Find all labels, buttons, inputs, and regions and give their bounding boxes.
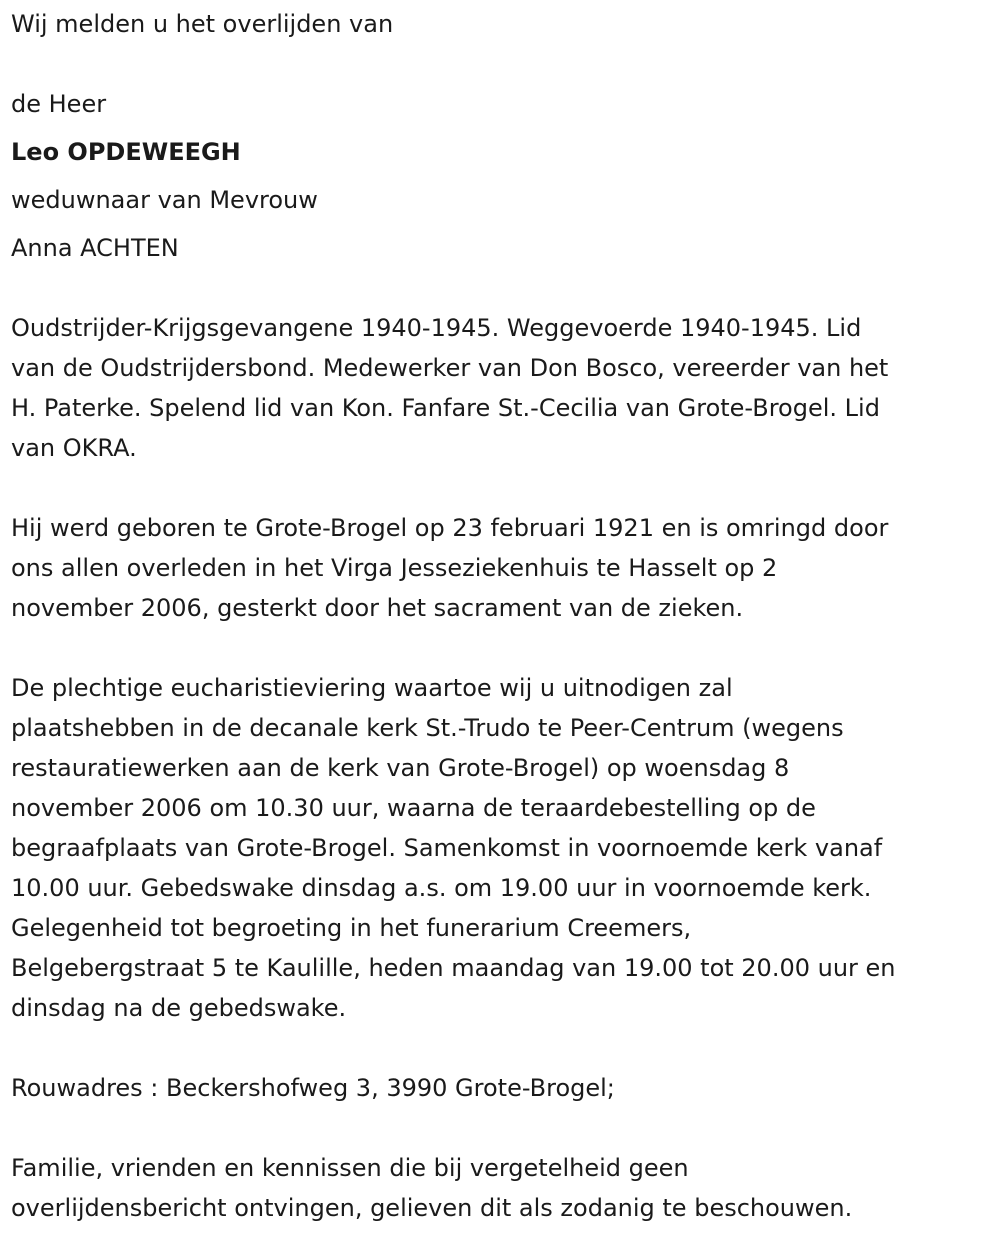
- birth-death-paragraph: [11, 508, 988, 628]
- closing-line: overlijdensbericht ontvingen, gelieven dit als zodanig te beschouwen.: [11, 1194, 853, 1222]
- birth-death-line: november 2006, gesterkt door het sacrament van de zieken.: [11, 594, 744, 622]
- deceased-name: Leo OPDEWEEGH: [11, 138, 241, 166]
- biography-line: Oudstrijder-Krijgsgevangene 1940-1945. Weggevoerde 1940-1945. Lid: [11, 314, 862, 342]
- service-line: plaatshebben in de decanale kerk St.-Trudo te Peer-Centrum (wegens: [11, 714, 844, 742]
- biography-line: H. Paterke. Spelend lid van Kon. Fanfare St.-Cecilia van Grote-Brogel. Lid: [11, 394, 880, 422]
- service-line: november 2006 om 10.30 uur, waarna de teraardebestelling op de: [11, 794, 816, 822]
- biography-line: van OKRA.: [11, 434, 137, 462]
- service-line: Gelegenheid tot begroeting in het funerarium Creemers,: [11, 914, 692, 942]
- closing-line: Familie, vrienden en kennissen die bij vergetelheid geen: [11, 1154, 689, 1182]
- spouse-name: Anna ACHTEN: [11, 234, 179, 262]
- birth-death-line: ons allen overleden in het Virga Jesseziekenhuis te Hasselt op 2: [11, 554, 778, 582]
- relation-text: weduwnaar van Mevrouw: [11, 186, 318, 214]
- birth-death-line: Hij werd geboren te Grote-Brogel op 23 februari 1921 en is omringd door: [11, 514, 889, 542]
- biography-paragraph: [11, 308, 988, 468]
- title-text: de Heer: [11, 90, 107, 118]
- biography-line: van de Oudstrijdersbond. Medewerker van Don Bosco, vereerder van het: [11, 354, 889, 382]
- service-line: dinsdag na de gebedswake.: [11, 994, 347, 1022]
- service-paragraph: [11, 668, 988, 1028]
- intro-text: Wij melden u het overlijden van: [11, 10, 394, 38]
- service-line: De plechtige eucharistieviering waartoe wij u uitnodigen zal: [11, 674, 733, 702]
- service-line: restauratiewerken aan de kerk van Grote-Brogel) op woensdag 8: [11, 754, 790, 782]
- service-line: Belgebergstraat 5 te Kaulille, heden maandag van 19.00 tot 20.00 uur en: [11, 954, 896, 982]
- service-line: begraafplaats van Grote-Brogel. Samenkomst in voornoemde kerk vanaf: [11, 834, 883, 862]
- service-line: 10.00 uur. Gebedswake dinsdag a.s. om 19.00 uur in voornoemde kerk.: [11, 874, 872, 902]
- closing-paragraph: [11, 1148, 988, 1228]
- mourning-address: Rouwadres : Beckershofweg 3, 3990 Grote-Brogel;: [11, 1074, 615, 1102]
